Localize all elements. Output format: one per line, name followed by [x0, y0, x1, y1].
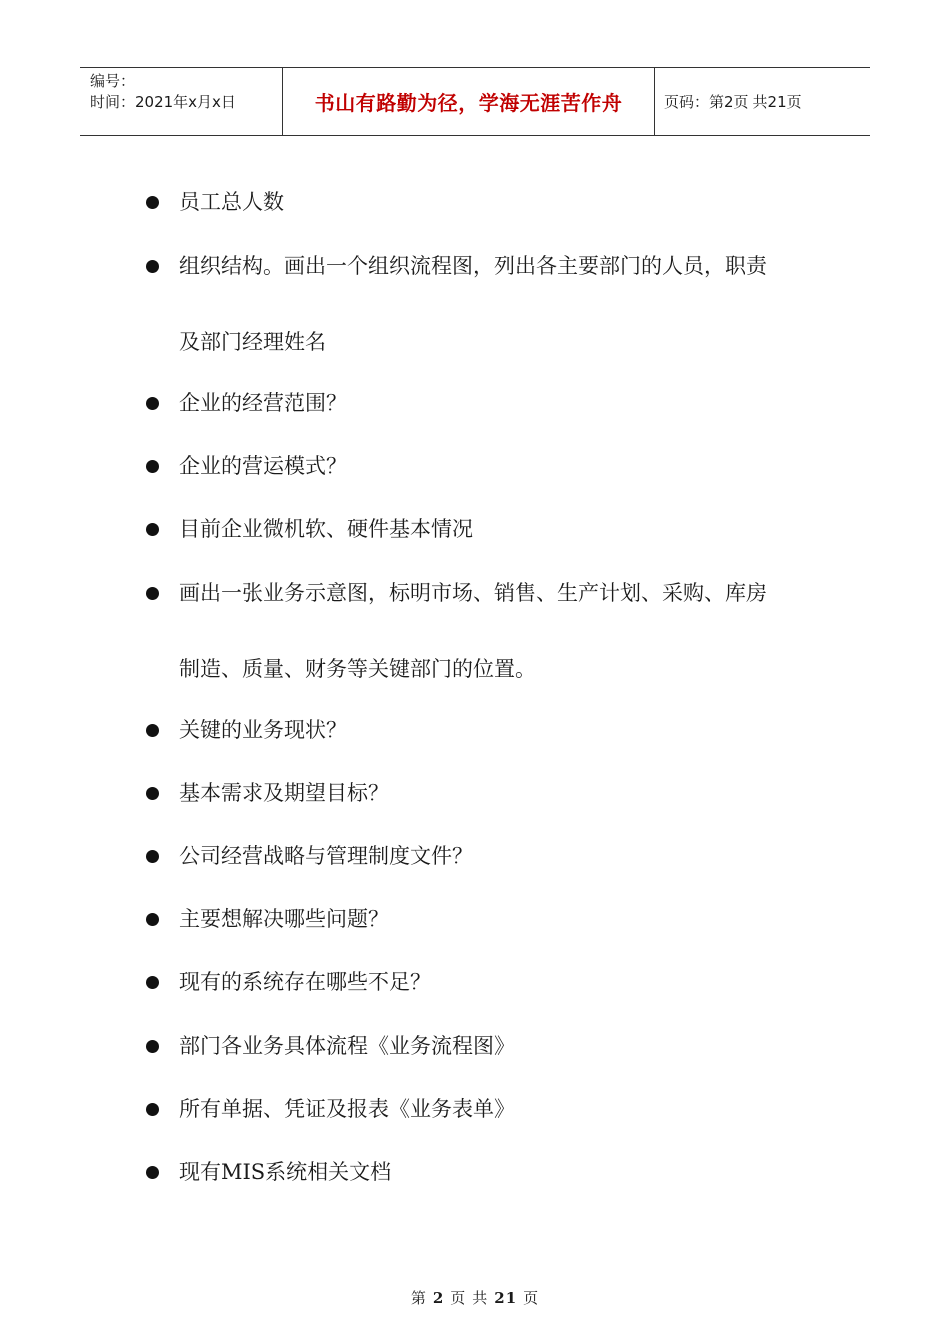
- footer-text: 页: [523, 1289, 540, 1307]
- list-item-text-continued: 制造、质量、财务等关键部门的位置。: [179, 657, 536, 681]
- list-item-text: 现有MIS系统相关文档: [179, 1160, 392, 1184]
- list-item-text: 现有的系统存在哪些不足？: [179, 970, 431, 994]
- header-page-info: [655, 68, 870, 135]
- bullet-icon: [146, 260, 159, 273]
- bullet-icon: [146, 787, 159, 800]
- list-item-text-continued: 及部门经理姓名: [179, 330, 326, 354]
- bullet-icon: [146, 1166, 159, 1179]
- bullet-icon: [146, 523, 159, 536]
- footer-text: 第: [410, 1289, 427, 1307]
- bullet-icon: [146, 850, 159, 863]
- page-header: [80, 67, 870, 136]
- bullet-icon: [146, 397, 159, 410]
- bullet-icon: [146, 1103, 159, 1116]
- list-item-text: 关键的业务现状？: [179, 718, 347, 742]
- list-item-text: 部门各业务具体流程《业务流程图》: [179, 1034, 515, 1058]
- footer-text: 共: [472, 1289, 489, 1307]
- header-motto: 书山有路勤为径，学海无涯苦作舟: [282, 68, 655, 135]
- page-footer: [0, 1287, 950, 1308]
- bullet-icon: [146, 196, 159, 209]
- list-item-text: 基本需求及期望目标？: [179, 781, 389, 805]
- list-item-text: 组织结构。画出一个组织流程图，列出各主要部门的人员，职责: [179, 254, 767, 278]
- list-item-text: 主要想解决哪些问题？: [179, 907, 389, 931]
- bullet-icon: [146, 460, 159, 473]
- header-page-number: 页码：第2页: [664, 93, 749, 111]
- list-item-text: 目前企业微机软、硬件基本情况: [179, 517, 473, 541]
- footer-text: 页: [450, 1289, 467, 1307]
- list-item-text: 员工总人数: [179, 190, 284, 214]
- header-page-total: 共21页: [752, 93, 802, 111]
- list-item-text: 公司经营战略与管理制度文件？: [179, 844, 473, 868]
- bullet-icon: [146, 913, 159, 926]
- bullet-icon: [146, 587, 159, 600]
- document-time-label: 时间：2021年x月x日: [90, 93, 236, 111]
- bullet-icon: [146, 976, 159, 989]
- list-item-text: 所有单据、凭证及报表《业务表单》: [179, 1097, 515, 1121]
- header-meta: [80, 68, 282, 135]
- document-number-label: 编号：: [90, 72, 136, 90]
- bullet-icon: [146, 1040, 159, 1053]
- list-item-text: 企业的经营范围？: [179, 391, 347, 415]
- footer-page-total: 21: [494, 1289, 518, 1307]
- bullet-icon: [146, 724, 159, 737]
- list-item-text: 企业的营运模式？: [179, 454, 347, 478]
- list-item-text: 画出一张业务示意图，标明市场、销售、生产计划、采购、库房: [179, 581, 767, 605]
- footer-page-number: 2: [432, 1289, 445, 1307]
